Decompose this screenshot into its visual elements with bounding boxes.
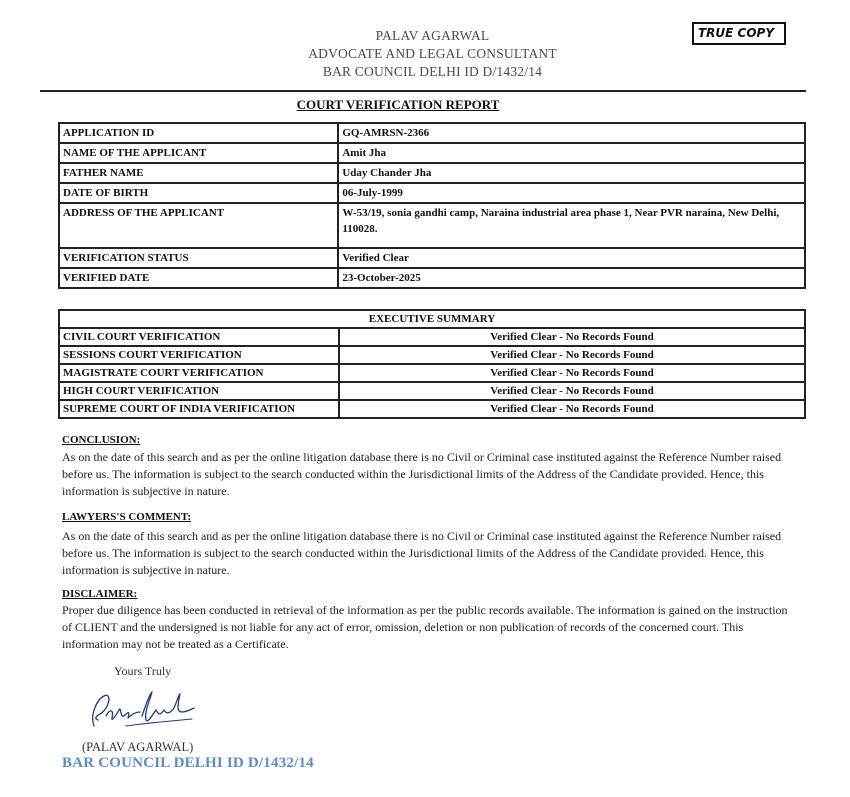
- report-title: COURT VERIFICATION REPORT: [296, 97, 500, 112]
- disclaimer-text: Proper due diligence has been conducted in retrieval of the information as per the public records available. The information is gained on the instruction of CLIENT and the undersigned is not liable for any act of error, omission, deletion or non publication of records of the concerned court. This information may not be treated as a Certificate.: [62, 603, 788, 651]
- bar-council-id: BAR COUNCIL DELHI ID D/1432/14: [322, 64, 543, 79]
- field-label: VERIFIED DATE: [59, 268, 338, 288]
- court-result: Verified Clear - No Records Found: [339, 382, 805, 400]
- table-row: [59, 364, 805, 382]
- field-value: 06-July-1999: [338, 183, 805, 203]
- lawyers-comment-heading: LAWYERS'S COMMENT:: [62, 511, 192, 523]
- field-label: DATE OF BIRTH: [59, 183, 338, 203]
- signature-icon: [86, 686, 198, 734]
- executive-summary-table: [58, 309, 806, 419]
- lawyers-comment-text: As on the date of this search and as per the online litigation database there is no Civil or Criminal case instituted against the Reference Number raised before us. The information is subject to the search conducted within the Jurisdictional limits of the Address of the Candidate provided. Hence, this information is subjective in nature.: [62, 529, 782, 577]
- court-result: Verified Clear - No Records Found: [339, 346, 805, 364]
- field-value: 23-October-2025: [338, 268, 805, 288]
- court-label: SESSIONS COURT VERIFICATION: [59, 346, 339, 364]
- field-label: FATHER NAME: [59, 163, 338, 183]
- field-value: GQ-AMRSN-2366: [338, 123, 805, 143]
- court-result: Verified Clear - No Records Found: [339, 328, 805, 346]
- table-row: [59, 346, 805, 364]
- field-label: VERIFICATION STATUS: [59, 248, 338, 268]
- advocate-designation: ADVOCATE AND LEGAL CONSULTANT: [308, 46, 557, 61]
- table-row: [59, 268, 805, 288]
- table-row: [59, 248, 805, 268]
- court-label: SUPREME COURT OF INDIA VERIFICATION: [59, 400, 339, 418]
- true-copy-stamp: TRUE COPY: [692, 22, 786, 45]
- court-label: CIVIL COURT VERIFICATION: [59, 328, 339, 346]
- field-value: Amit Jha: [338, 143, 805, 163]
- court-label: HIGH COURT VERIFICATION: [59, 382, 339, 400]
- signatory-bar-id: BAR COUNCIL DELHI ID D/1432/14: [62, 755, 314, 771]
- field-value: Verified Clear: [338, 248, 805, 268]
- field-label: APPLICATION ID: [59, 123, 338, 143]
- conclusion-heading: CONCLUSION:: [62, 434, 141, 446]
- table-row: [59, 183, 805, 203]
- conclusion-text: As on the date of this search and as per the online litigation database there is no Civil or Criminal case instituted against the Reference Number raised before us. The information is subject to the search conducted within the Jurisdictional limits of the Address of the Candidate provided. Hence, this information is subjective in nature.: [62, 450, 782, 498]
- field-value: Uday Chander Jha: [338, 163, 805, 183]
- table-row: [59, 382, 805, 400]
- applicant-details-table: [58, 122, 806, 289]
- table-row: [59, 203, 805, 248]
- court-result: Verified Clear - No Records Found: [339, 400, 805, 418]
- header-divider: [40, 90, 806, 92]
- field-value: W-53/19, sonia gandhi camp, Naraina industrial area phase 1, Near PVR naraina, New Delhi, 110028.: [338, 203, 805, 248]
- summary-title: EXECUTIVE SUMMARY: [59, 310, 805, 328]
- table-header-row: [59, 310, 805, 328]
- signatory-name: (PALAV AGARWAL): [82, 740, 194, 754]
- table-row: [59, 123, 805, 143]
- court-label: MAGISTRATE COURT VERIFICATION: [59, 364, 339, 382]
- disclaimer-heading: DISCLAIMER:: [62, 588, 138, 600]
- field-label: ADDRESS OF THE APPLICANT: [59, 203, 338, 248]
- closing-salutation: Yours Truly: [114, 664, 172, 678]
- table-row: [59, 328, 805, 346]
- court-result: Verified Clear - No Records Found: [339, 364, 805, 382]
- field-label: NAME OF THE APPLICANT: [59, 143, 338, 163]
- table-row: [59, 143, 805, 163]
- table-row: [59, 400, 805, 418]
- advocate-name: PALAV AGARWAL: [375, 28, 490, 43]
- table-row: [59, 163, 805, 183]
